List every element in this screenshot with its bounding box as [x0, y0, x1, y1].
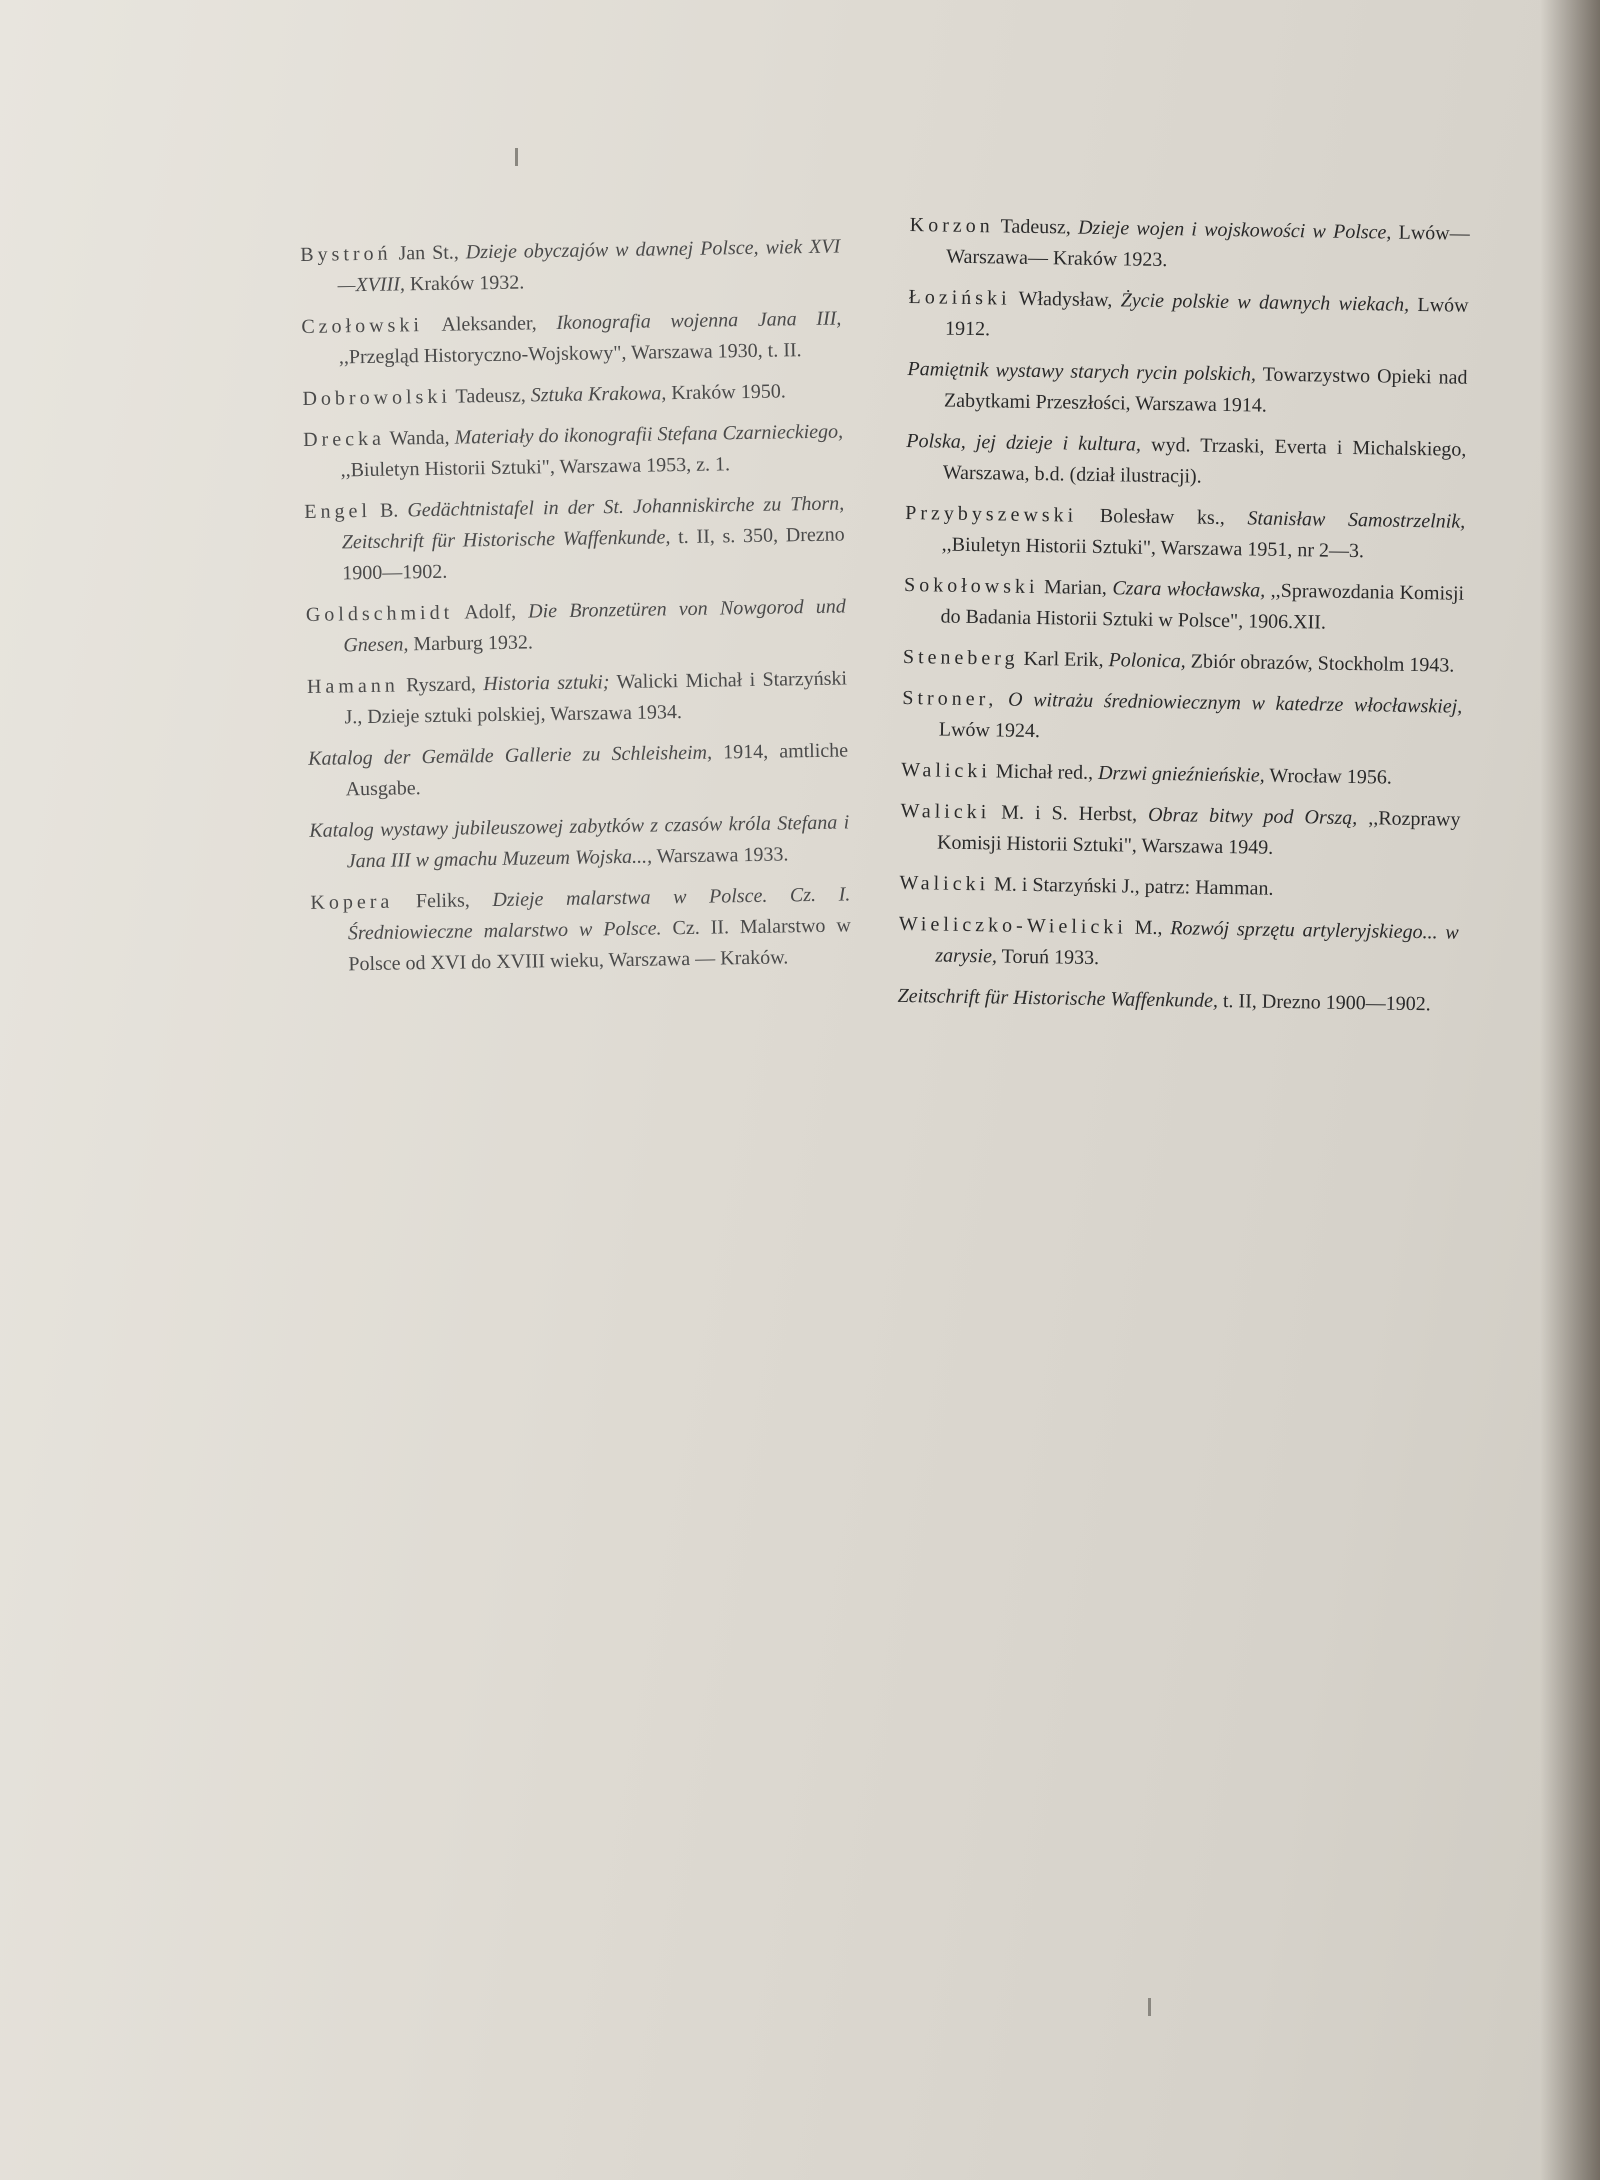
page-mark	[515, 148, 518, 166]
bibliography-entry: Goldschmidt Adolf, Die Bronzetüren von Nowgorod und Gnesen, Marburg 1932.	[305, 595, 846, 657]
bibliography-entry: Walicki Michał red., Drzwi gnieźnieńskie, Wrocław 1956.	[901, 758, 1393, 789]
page-edge-shadow	[1540, 0, 1600, 2180]
bibliography-entry: Czołowski Aleksander, Ikonografia wojenna Jana III, ,,Przegląd Historyczno-Wojskowy", Warszawa 1930, t. II.	[301, 307, 842, 369]
bibliography-entry: Katalog der Gemälde Gallerie zu Schleisheim, 1914, amtliche Ausgabe.	[307, 739, 849, 801]
bibliography-entry: Korzon Tadeusz, Dzieje wojen i wojskowości w Polsce, Lwów— Warszawa— Kraków 1923.	[909, 213, 1470, 272]
bibliography-entry: Łoziński Władysław, Życie polskie w dawnych wiekach, Lwów 1912.	[908, 285, 1469, 341]
bibliography-entry: Sokołowski Marian, Czara włocławska, ,,Sprawozdania Komisji do Badania Historii Sztuki w Polsce", 1906.XII.	[903, 573, 1465, 634]
bibliography-entry: Stroner, O witrażu średniowiecznym w katedrze włocławskiej, Lwów 1924.	[902, 686, 1463, 743]
bibliography-entry: Walicki M. i Starzyński J., patrz: Hamman.	[899, 871, 1274, 900]
bibliography-entry: Pamiętnik wystawy starych rycin polskich, Towarzystwo Opieki nad Zabytkami Przeszłości, Warszawa 1914.	[907, 357, 1468, 417]
bibliography-entry: Drecka Wanda, Materiały do ikonografii Stefana Czarnieckiego, ,,Biuletyn Historii Sztuki", Warszawa 1953, z. 1.	[302, 420, 844, 482]
bibliography-entry: Zeitschrift für Historische Waffenkunde, t. II, Drezno 1900—1902.	[897, 984, 1431, 1016]
page-mark	[1148, 1998, 1151, 2016]
bibliography-entry: Polska, jej dzieje i kultura, wyd. Trzaski, Everta i Michalskiego, Warszawa, b.d. (dział ilustracji).	[906, 429, 1467, 488]
bibliography-entry: Kopera Feliks, Dzieje malarstwa w Polsce. Cz. I. Średniowieczne malarstwo w Polsce. Cz. II. Malarstwo w Polsce od XVI do XVIII wieku, Warszawa — Kraków.	[310, 883, 852, 976]
bibliography-entry: Hamann Ryszard, Historia sztuki; Walicki Michał i Starzyński J., Dzieje sztuki polskiej, Warszawa 1934.	[306, 667, 848, 729]
bibliography-left-column	[300, 232, 852, 991]
bibliography-entry: Bystroń Jan St., Dzieje obyczajów w dawnej Polsce, wiek XVI—XVIII, Kraków 1932.	[300, 235, 841, 297]
bibliography-entry: Walicki M. i S. Herbst, Obraz bitwy pod Orszą, ,,Rozprawy Komisji Historii Sztuki", Warszawa 1949.	[900, 799, 1461, 859]
bibliography-entry: Dobrowolski Tadeusz, Sztuka Krakowa, Kraków 1950.	[302, 380, 786, 410]
bibliography-entry: Przybyszewski Bolesław ks., Stanisław Samostrzelnik, ,,Biuletyn Historii Sztuki", Warszawa 1951, nr 2—3.	[905, 501, 1466, 563]
bibliography-entry: Engel B. Gedächtnistafel in der St. Johanniskirche zu Thorn, Zeitschrift für Historische Waffenkunde, t. II, s. 350, Drezno 1900—1902.	[304, 492, 845, 585]
bibliography-entry: Wieliczko-Wielicki M., Rozwój sprzętu artyleryjskiego... w zarysie, Toruń 1933.	[898, 912, 1459, 970]
bibliography-right-column	[897, 210, 1470, 1031]
bibliography-entry: Steneberg Karl Erik, Polonica, Zbiór obrazów, Stockholm 1943.	[902, 645, 1455, 677]
bibliography-entry: Katalog wystawy jubileuszowej zabytków z czasów króla Stefana i Jana III w gmachu Muzeum Wojska..., Warszawa 1933.	[309, 811, 850, 873]
